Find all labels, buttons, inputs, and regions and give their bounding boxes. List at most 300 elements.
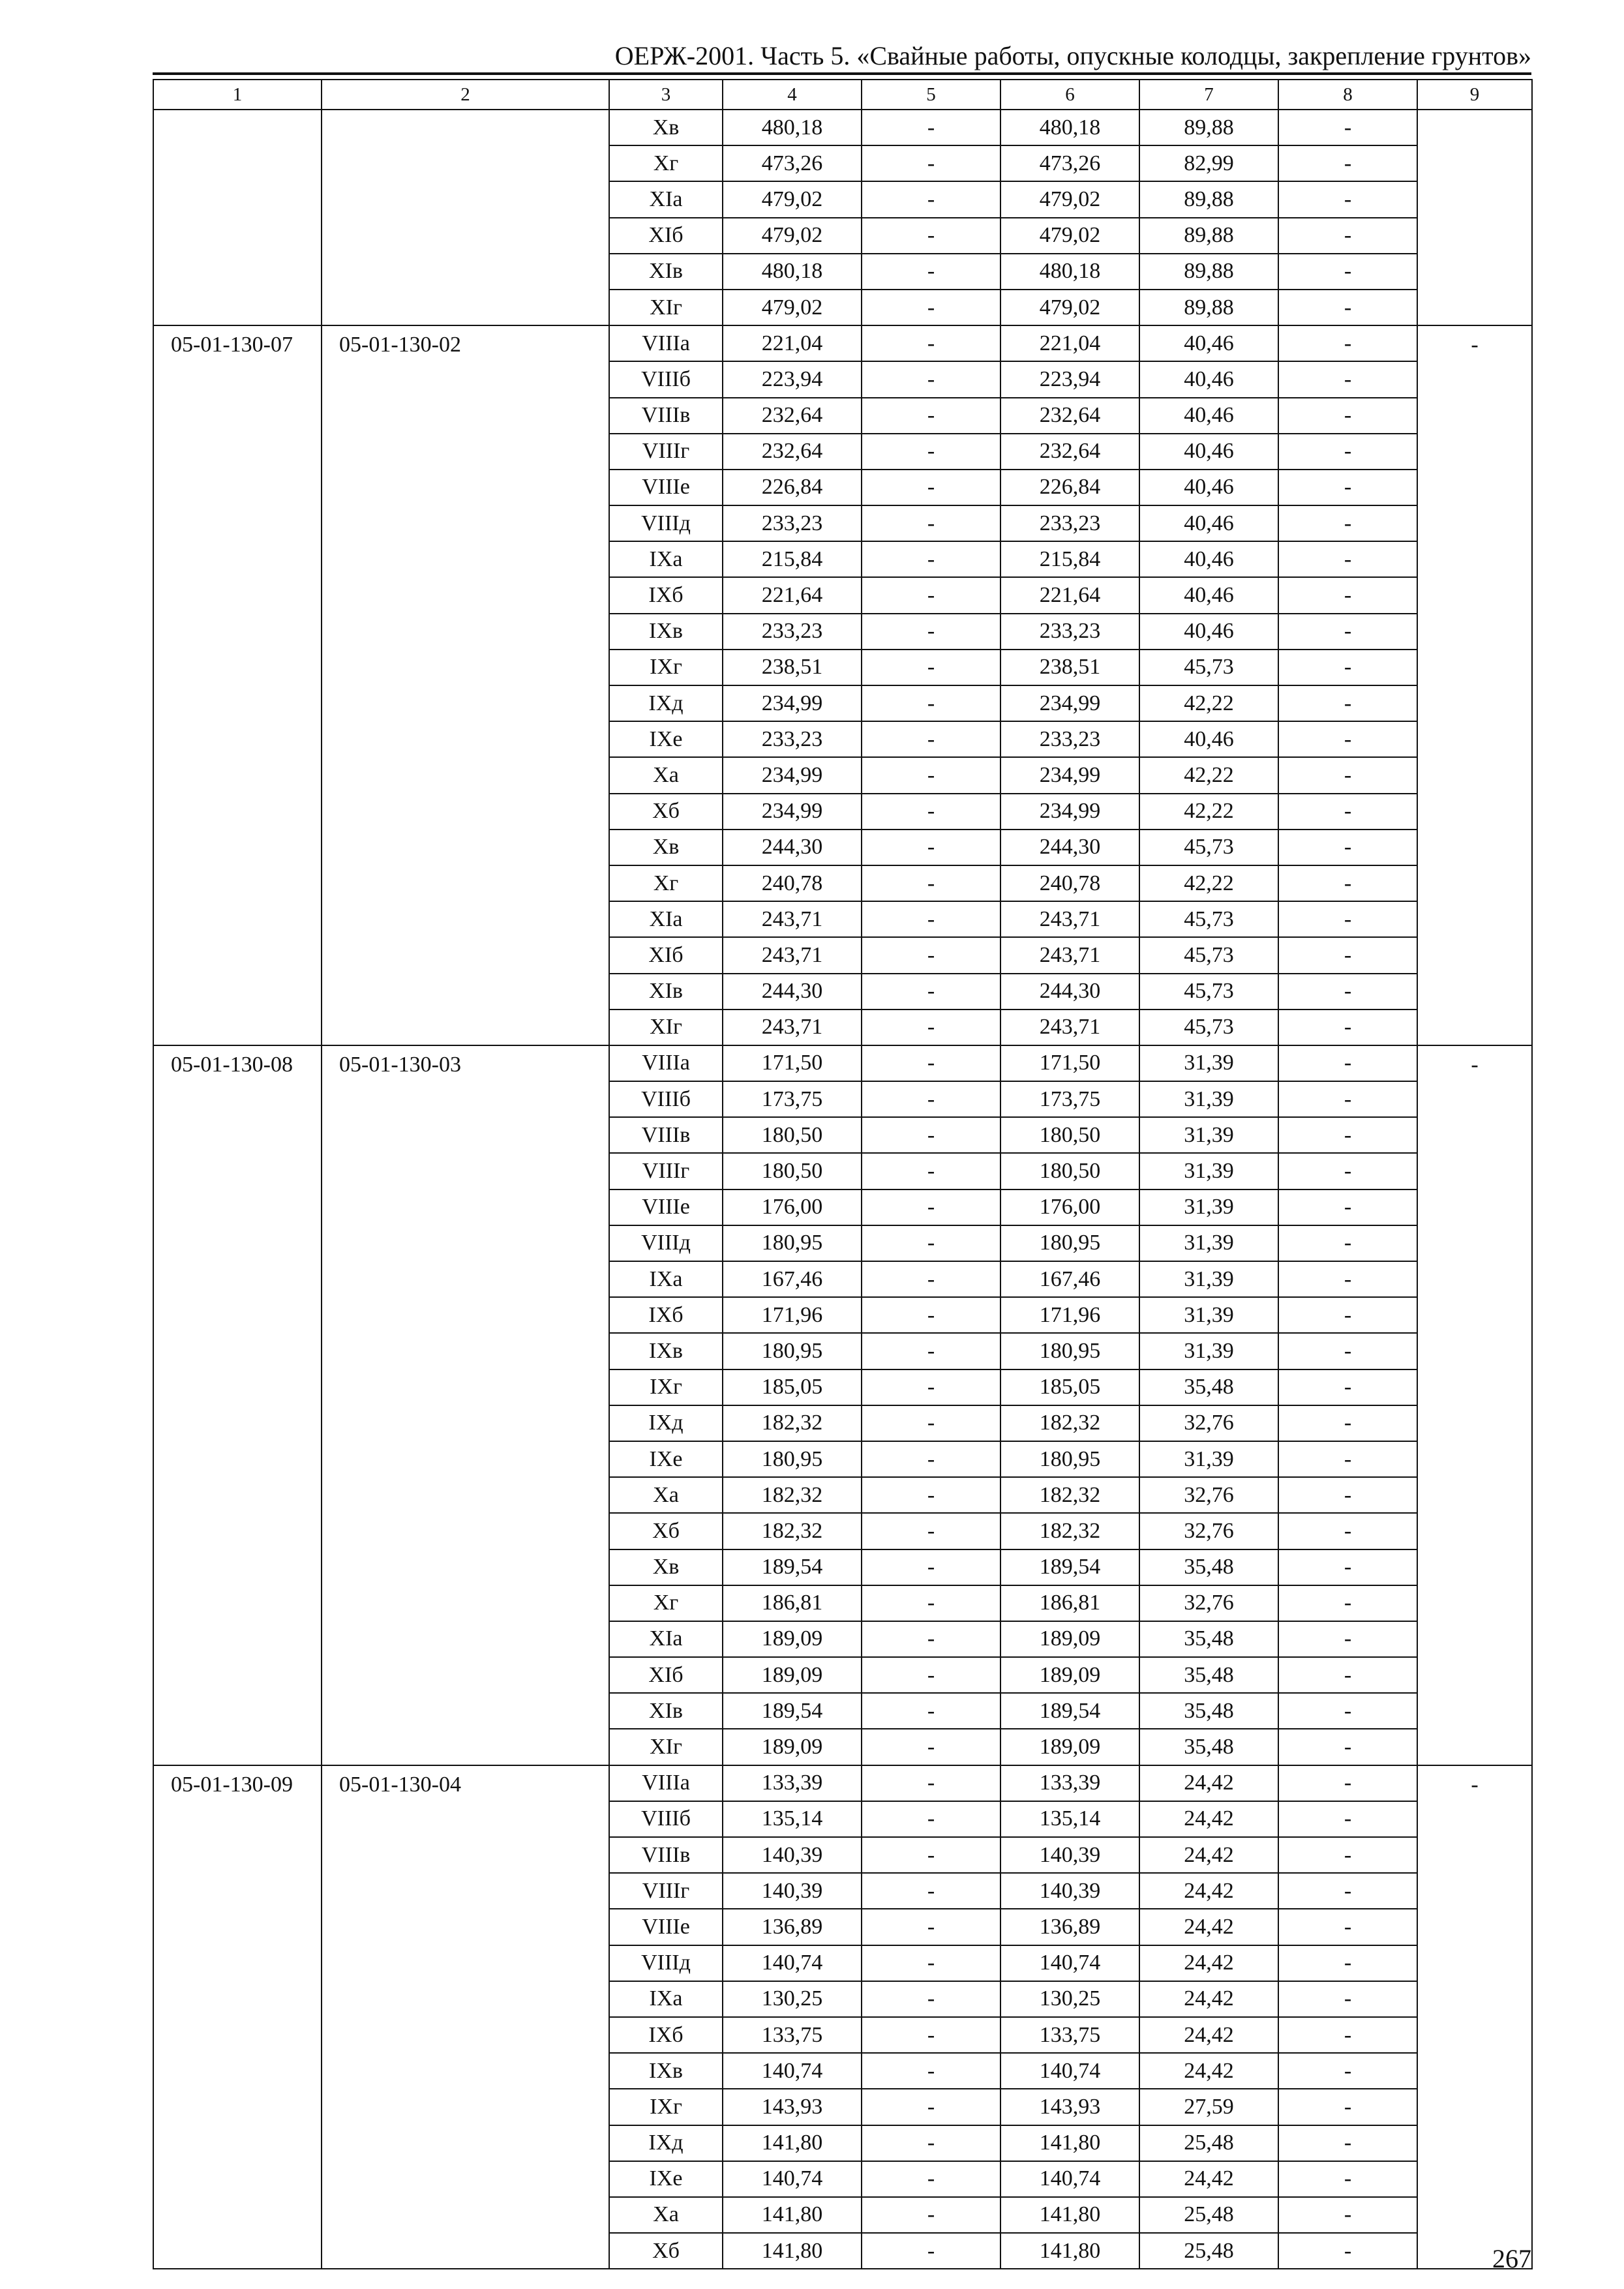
table-cell: 167,46 — [723, 1261, 862, 1297]
table-cell: IХа — [609, 541, 723, 577]
table-cell: 233,23 — [723, 721, 862, 757]
table-cell: - — [862, 470, 1000, 505]
table-cell: IХб — [609, 577, 723, 613]
table-cell: - — [862, 830, 1000, 865]
table-cell: 233,23 — [723, 505, 862, 541]
table-cell: - — [1278, 1657, 1417, 1693]
table-cell: 182,32 — [1000, 1405, 1139, 1441]
table-cell: - — [1278, 650, 1417, 685]
table-cell: 479,02 — [1000, 218, 1139, 254]
table-cell: 180,50 — [1000, 1153, 1139, 1189]
table-cell: VIIIв — [609, 1837, 723, 1873]
table-cell: IХб — [609, 2017, 723, 2053]
table-cell: 35,48 — [1139, 1369, 1278, 1405]
table-cell: 233,23 — [1000, 505, 1139, 541]
table-cell: ХIб — [609, 937, 723, 973]
table-cell: - — [1278, 974, 1417, 1010]
table-cell: - — [862, 685, 1000, 721]
table-cell: Хб — [609, 2233, 723, 2269]
table-cell: - — [1278, 398, 1417, 434]
table-cell: 233,23 — [1000, 721, 1139, 757]
table-cell: VIIIе — [609, 470, 723, 505]
table-cell: 233,23 — [723, 614, 862, 650]
table-cell: - — [862, 1010, 1000, 1045]
table-cell: 189,54 — [723, 1693, 862, 1729]
table-cell: 186,81 — [1000, 1585, 1139, 1621]
table-cell: 234,99 — [723, 794, 862, 830]
table-cell: - — [862, 541, 1000, 577]
table-cell: 32,76 — [1139, 1513, 1278, 1549]
table-cell: 143,93 — [1000, 2089, 1139, 2125]
table-cell: Хв — [609, 1549, 723, 1585]
table-cell: - — [1278, 218, 1417, 254]
header-divider — [153, 72, 1531, 75]
table-cell: 31,39 — [1139, 1117, 1278, 1153]
table-cell: 243,71 — [723, 937, 862, 973]
table-cell: VIIIд — [609, 505, 723, 541]
table-cell: - — [1278, 2197, 1417, 2233]
table-cell: IХб — [609, 1297, 723, 1333]
base-code-cell — [322, 110, 609, 325]
table-cell: 24,42 — [1139, 1873, 1278, 1909]
table-cell: 180,95 — [1000, 1441, 1139, 1477]
table-cell: IХд — [609, 2125, 723, 2161]
table-cell: 35,48 — [1139, 1729, 1278, 1765]
column-header: 6 — [1000, 80, 1139, 110]
table-cell: 35,48 — [1139, 1657, 1278, 1693]
table-cell: - — [1278, 2125, 1417, 2161]
table-cell: Хг — [609, 145, 723, 181]
table-cell: - — [862, 1585, 1000, 1621]
table-cell: - — [862, 1909, 1000, 1945]
table-cell: - — [862, 218, 1000, 254]
table-cell: - — [862, 1081, 1000, 1117]
column-9-cell — [1417, 110, 1532, 325]
column-9-cell: - — [1417, 1765, 1532, 2269]
table-cell: 243,71 — [1000, 937, 1139, 973]
table-cell: 40,46 — [1139, 614, 1278, 650]
table-cell: 226,84 — [1000, 470, 1139, 505]
table-cell: 185,05 — [1000, 1369, 1139, 1405]
table-cell: - — [862, 721, 1000, 757]
column-header: 4 — [723, 80, 862, 110]
table-cell: - — [862, 145, 1000, 181]
table-cell: - — [1278, 1441, 1417, 1477]
column-header: 2 — [322, 80, 609, 110]
table-cell: - — [862, 1153, 1000, 1189]
table-cell: - — [1278, 1369, 1417, 1405]
table-cell: 480,18 — [723, 254, 862, 290]
table-cell: 133,39 — [723, 1765, 862, 1801]
table-cell: - — [862, 2233, 1000, 2269]
table-cell: - — [862, 1225, 1000, 1261]
table-cell: 31,39 — [1139, 1189, 1278, 1225]
table-cell: - — [1278, 290, 1417, 325]
table-cell: 140,39 — [723, 1837, 862, 1873]
table-cell: 233,23 — [1000, 614, 1139, 650]
table-cell: VIIIб — [609, 1801, 723, 1837]
table-cell: 45,73 — [1139, 830, 1278, 865]
table-cell: 45,73 — [1139, 937, 1278, 973]
table-cell: 140,74 — [1000, 2053, 1139, 2089]
table-cell: 135,14 — [723, 1801, 862, 1837]
table-cell: IХг — [609, 1369, 723, 1405]
table-cell: 141,80 — [1000, 2125, 1139, 2161]
table-cell: 240,78 — [1000, 865, 1139, 901]
table-cell: 232,64 — [1000, 398, 1139, 434]
table-cell: 189,09 — [1000, 1657, 1139, 1693]
table-cell: - — [1278, 1477, 1417, 1513]
table-cell: 185,05 — [723, 1369, 862, 1405]
base-code-cell: 05-01-130-04 — [322, 1765, 609, 2269]
table-cell: - — [862, 1045, 1000, 1081]
table-cell: - — [1278, 145, 1417, 181]
table-cell: ХIв — [609, 1693, 723, 1729]
table-cell: 24,42 — [1139, 2053, 1278, 2089]
table-cell: - — [862, 254, 1000, 290]
table-cell: Хб — [609, 1513, 723, 1549]
table-cell: VIIIб — [609, 361, 723, 397]
table-cell: - — [1278, 470, 1417, 505]
table-cell: 182,32 — [723, 1513, 862, 1549]
table-cell: 182,32 — [723, 1477, 862, 1513]
table-cell: 240,78 — [723, 865, 862, 901]
table-cell: 24,42 — [1139, 2017, 1278, 2053]
column-9-cell: - — [1417, 325, 1532, 1045]
table-cell: 25,48 — [1139, 2125, 1278, 2161]
table-cell: VIIIг — [609, 1153, 723, 1189]
table-cell: 243,71 — [1000, 901, 1139, 937]
table-cell: - — [862, 2017, 1000, 2053]
table-cell: IХв — [609, 1333, 723, 1369]
table-cell: 140,39 — [1000, 1837, 1139, 1873]
table-cell: - — [1278, 325, 1417, 361]
table-cell: 140,39 — [723, 1873, 862, 1909]
table-cell: VIIIа — [609, 1765, 723, 1801]
table-cell: 171,96 — [723, 1297, 862, 1333]
table-cell: 186,81 — [723, 1585, 862, 1621]
table-cell: - — [1278, 830, 1417, 865]
base-code-cell: 05-01-130-03 — [322, 1045, 609, 1765]
table-cell: - — [862, 181, 1000, 217]
table-cell: IХе — [609, 721, 723, 757]
table-cell: - — [862, 1117, 1000, 1153]
table-cell: - — [862, 974, 1000, 1010]
table-cell: - — [862, 1657, 1000, 1693]
table-row — [153, 110, 1532, 145]
table-cell: - — [1278, 2089, 1417, 2125]
column-header: 5 — [862, 80, 1000, 110]
column-header: 7 — [1139, 80, 1278, 110]
table-cell: 89,88 — [1139, 110, 1278, 145]
table-cell: 173,75 — [723, 1081, 862, 1117]
table-cell: - — [1278, 685, 1417, 721]
table-cell: 141,80 — [723, 2125, 862, 2161]
table-cell: 243,71 — [723, 1010, 862, 1045]
table-cell: 140,74 — [1000, 2161, 1139, 2197]
table-cell: 221,64 — [1000, 577, 1139, 613]
column-header: 1 — [153, 80, 322, 110]
table-cell: 141,80 — [723, 2197, 862, 2233]
table-cell: 238,51 — [723, 650, 862, 685]
rates-table — [153, 79, 1533, 2269]
table-cell: 45,73 — [1139, 1010, 1278, 1045]
table-cell: ХIа — [609, 901, 723, 937]
table-cell: 234,99 — [723, 757, 862, 793]
table-cell: 42,22 — [1139, 794, 1278, 830]
table-cell: 189,09 — [723, 1657, 862, 1693]
table-cell: 479,02 — [723, 181, 862, 217]
table-cell: 234,99 — [723, 685, 862, 721]
table-cell: 232,64 — [723, 434, 862, 470]
table-cell: 31,39 — [1139, 1153, 1278, 1189]
table-cell: 35,48 — [1139, 1693, 1278, 1729]
table-cell: 40,46 — [1139, 505, 1278, 541]
table-cell: - — [1278, 1297, 1417, 1333]
table-cell: - — [862, 2161, 1000, 2197]
table-cell: ХIг — [609, 290, 723, 325]
table-cell: 180,95 — [1000, 1225, 1139, 1261]
table-cell: 89,88 — [1139, 254, 1278, 290]
table-cell: 89,88 — [1139, 181, 1278, 217]
table-cell: 167,46 — [1000, 1261, 1139, 1297]
table-cell: 232,64 — [723, 398, 862, 434]
table-cell: 180,95 — [1000, 1333, 1139, 1369]
table-cell: IХв — [609, 614, 723, 650]
table-cell: - — [862, 937, 1000, 973]
table-cell: - — [1278, 1837, 1417, 1873]
table-cell: Хг — [609, 1585, 723, 1621]
table-cell: 40,46 — [1139, 541, 1278, 577]
table-cell: - — [862, 110, 1000, 145]
table-cell: 180,50 — [1000, 1117, 1139, 1153]
table-cell: 480,18 — [1000, 110, 1139, 145]
table-cell: 89,88 — [1139, 218, 1278, 254]
table-cell: 24,42 — [1139, 1981, 1278, 2017]
table-cell: 189,54 — [1000, 1693, 1139, 1729]
table-cell: 133,75 — [1000, 2017, 1139, 2053]
table-cell: - — [862, 1729, 1000, 1765]
table-cell: - — [862, 1837, 1000, 1873]
table-cell: 180,95 — [723, 1225, 862, 1261]
table-cell: - — [1278, 1585, 1417, 1621]
page-number: 267 — [1492, 2244, 1531, 2273]
table-cell: - — [862, 290, 1000, 325]
table-cell: VIIIг — [609, 1873, 723, 1909]
table-cell: - — [862, 2125, 1000, 2161]
table-cell: IХд — [609, 685, 723, 721]
table-cell: - — [1278, 1909, 1417, 1945]
table-cell: 130,25 — [723, 1981, 862, 2017]
table-cell: 140,39 — [1000, 1873, 1139, 1909]
table-cell: ХIб — [609, 218, 723, 254]
table-cell: 244,30 — [1000, 830, 1139, 865]
table-cell: VIIIв — [609, 398, 723, 434]
table-cell: - — [862, 794, 1000, 830]
table-cell: - — [862, 1945, 1000, 1981]
table-cell: - — [862, 757, 1000, 793]
table-cell: - — [1278, 1081, 1417, 1117]
table-cell: 82,99 — [1139, 145, 1278, 181]
table-cell: 25,48 — [1139, 2233, 1278, 2269]
table-cell: 234,99 — [1000, 794, 1139, 830]
table-cell: 180,50 — [723, 1153, 862, 1189]
table-cell: 189,54 — [723, 1549, 862, 1585]
table-cell: 238,51 — [1000, 650, 1139, 685]
table-cell: IХе — [609, 1441, 723, 1477]
table-cell: ХIв — [609, 254, 723, 290]
table-cell: - — [862, 1513, 1000, 1549]
table-cell: 244,30 — [723, 974, 862, 1010]
table-cell: ХIв — [609, 974, 723, 1010]
table-cell: - — [862, 650, 1000, 685]
table-cell: - — [1278, 1010, 1417, 1045]
table-cell: 232,64 — [1000, 434, 1139, 470]
rate-code-cell: 05-01-130-07 — [153, 325, 322, 1045]
table-cell: 45,73 — [1139, 901, 1278, 937]
column-header-row — [153, 80, 1532, 110]
table-cell: - — [862, 1261, 1000, 1297]
table-cell: 42,22 — [1139, 685, 1278, 721]
table-cell: 171,96 — [1000, 1297, 1139, 1333]
table-cell: 215,84 — [723, 541, 862, 577]
table-cell: 141,80 — [1000, 2197, 1139, 2233]
table-cell: 133,39 — [1000, 1765, 1139, 1801]
table-cell: - — [1278, 1873, 1417, 1909]
table-cell: 189,09 — [723, 1729, 862, 1765]
table-cell: ХIг — [609, 1729, 723, 1765]
table-cell: VIIIд — [609, 1945, 723, 1981]
table-cell: 40,46 — [1139, 398, 1278, 434]
table-cell: 32,76 — [1139, 1477, 1278, 1513]
table-cell: VIIIг — [609, 434, 723, 470]
table-cell: 223,94 — [1000, 361, 1139, 397]
table-cell: Хб — [609, 794, 723, 830]
table-cell: - — [1278, 1765, 1417, 1801]
table-cell: 32,76 — [1139, 1585, 1278, 1621]
table-cell: - — [1278, 1945, 1417, 1981]
table-cell: - — [1278, 1729, 1417, 1765]
table-cell: - — [1278, 434, 1417, 470]
table-cell: 24,42 — [1139, 1765, 1278, 1801]
column-header: 3 — [609, 80, 723, 110]
table-cell: VIIIа — [609, 1045, 723, 1081]
table-cell: 244,30 — [723, 830, 862, 865]
table-cell: 31,39 — [1139, 1441, 1278, 1477]
table-cell: 31,39 — [1139, 1045, 1278, 1081]
table-cell: 180,95 — [723, 1333, 862, 1369]
table-cell: IХд — [609, 1405, 723, 1441]
page-header-title: ОЕРЖ-2001. Часть 5. «Свайные работы, опускные колодцы, закрепление грунтов» — [614, 41, 1531, 70]
table-cell: - — [1278, 1801, 1417, 1837]
table-cell: - — [862, 398, 1000, 434]
table-cell: - — [862, 1981, 1000, 2017]
table-cell: - — [862, 614, 1000, 650]
table-cell: 234,99 — [1000, 757, 1139, 793]
table-cell: 189,09 — [1000, 1729, 1139, 1765]
table-cell: 24,42 — [1139, 1801, 1278, 1837]
table-cell: - — [862, 1333, 1000, 1369]
table-cell: 141,80 — [723, 2233, 862, 2269]
table-cell: - — [1278, 1333, 1417, 1369]
table-cell: 45,73 — [1139, 650, 1278, 685]
table-cell: 89,88 — [1139, 290, 1278, 325]
table-cell: - — [862, 325, 1000, 361]
table-cell: - — [1278, 2053, 1417, 2089]
table-cell: IХв — [609, 2053, 723, 2089]
table-cell: - — [1278, 937, 1417, 973]
table-cell: - — [1278, 1549, 1417, 1585]
table-cell: ХIг — [609, 1010, 723, 1045]
table-cell: - — [862, 2089, 1000, 2125]
table-cell: IХг — [609, 650, 723, 685]
table-cell: 40,46 — [1139, 577, 1278, 613]
table-cell: - — [862, 1549, 1000, 1585]
table-cell: VIIIб — [609, 1081, 723, 1117]
table-cell: 180,50 — [723, 1117, 862, 1153]
table-cell: - — [1278, 757, 1417, 793]
table-cell: Хв — [609, 830, 723, 865]
table-cell: 479,02 — [723, 290, 862, 325]
table-cell: 135,14 — [1000, 1801, 1139, 1837]
table-cell: 221,04 — [723, 325, 862, 361]
table-cell: - — [1278, 1621, 1417, 1657]
table-cell: IХг — [609, 2089, 723, 2125]
table-cell: - — [1278, 2017, 1417, 2053]
table-cell: 479,02 — [723, 218, 862, 254]
table-cell: 40,46 — [1139, 361, 1278, 397]
table-cell: 480,18 — [1000, 254, 1139, 290]
table-cell: - — [1278, 1693, 1417, 1729]
table-cell: 176,00 — [1000, 1189, 1139, 1225]
table-cell: Ха — [609, 1477, 723, 1513]
table-cell: 35,48 — [1139, 1621, 1278, 1657]
table-cell: 473,26 — [723, 145, 862, 181]
rate-code-cell: 05-01-130-09 — [153, 1765, 322, 2269]
table-cell: - — [1278, 2233, 1417, 2269]
table-cell: 141,80 — [1000, 2233, 1139, 2269]
table-cell: 140,74 — [723, 1945, 862, 1981]
table-cell: 171,50 — [723, 1045, 862, 1081]
base-code-cell: 05-01-130-02 — [322, 325, 609, 1045]
table-cell: 215,84 — [1000, 541, 1139, 577]
table-cell: 221,04 — [1000, 325, 1139, 361]
table-cell: 223,94 — [723, 361, 862, 397]
table-cell: VIIIе — [609, 1189, 723, 1225]
table-cell: 243,71 — [1000, 1010, 1139, 1045]
table-cell: 136,89 — [723, 1909, 862, 1945]
table-cell: - — [862, 361, 1000, 397]
table-cell: 31,39 — [1139, 1333, 1278, 1369]
table-cell: 182,32 — [1000, 1477, 1139, 1513]
table-cell: 31,39 — [1139, 1081, 1278, 1117]
table-cell: - — [1278, 505, 1417, 541]
table-cell: - — [1278, 254, 1417, 290]
table-cell: IХа — [609, 1981, 723, 2017]
table-cell: 42,22 — [1139, 757, 1278, 793]
rate-code-cell: 05-01-130-08 — [153, 1045, 322, 1765]
table-cell: - — [1278, 1981, 1417, 2017]
table-cell: VIIIв — [609, 1117, 723, 1153]
table-cell: - — [1278, 181, 1417, 217]
table-cell: - — [862, 1693, 1000, 1729]
table-cell: 189,09 — [1000, 1621, 1139, 1657]
table-cell: - — [1278, 1117, 1417, 1153]
table-cell: 221,64 — [723, 577, 862, 613]
table-cell: 42,22 — [1139, 865, 1278, 901]
column-header: 9 — [1417, 80, 1532, 110]
table-cell: 182,32 — [1000, 1513, 1139, 1549]
